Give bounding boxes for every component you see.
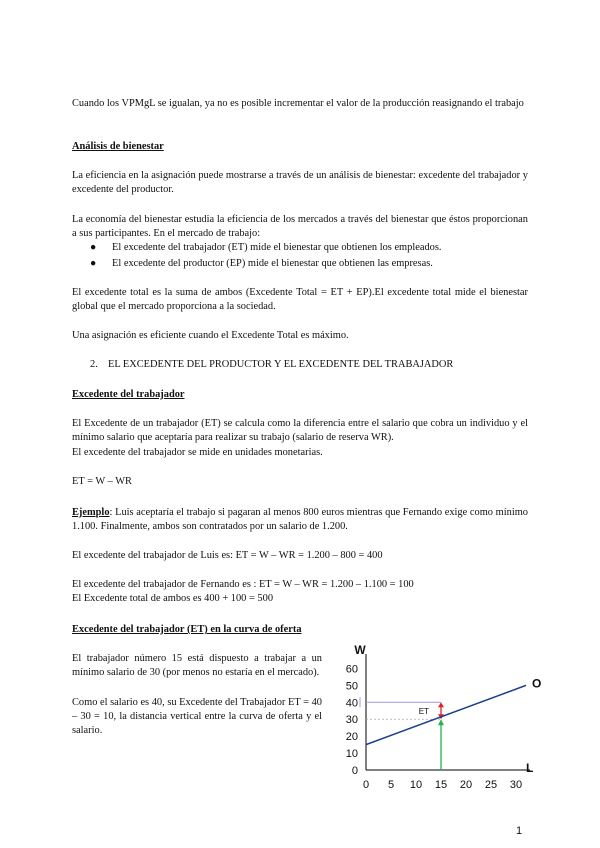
- bullet-dot: ●: [90, 258, 97, 269]
- y-tick-label: 60: [345, 663, 358, 676]
- eficiente-paragraph: Una asignación es eficiente cuando el Excedente Total es máximo.: [72, 330, 349, 341]
- y-tick-label: 30: [345, 714, 358, 727]
- x-tick-label: 0: [362, 779, 370, 791]
- ejemplo-paragraph: [72, 506, 528, 534]
- heading-curva-oferta: Excedente del trabajador (ET) en la curva de oferta: [72, 624, 302, 635]
- y-tick-label: 40: [345, 697, 358, 710]
- intro-paragraph: Cuando los VPMgL se igualan, ya no es posible incrementar el valor de la producción reasignando el trabajo: [72, 98, 524, 109]
- supply-chart: [330, 640, 550, 800]
- section-number: 2.: [90, 359, 98, 370]
- ejemplo-label: Ejemplo: [72, 507, 110, 518]
- supply-curve-label: O: [532, 676, 542, 691]
- et-arrow-head-top: [438, 702, 444, 707]
- x-tick-label: 5: [387, 779, 395, 791]
- y-tick-label: 10: [345, 748, 358, 761]
- et-annotation: ET: [418, 706, 429, 716]
- x-axis-label: L: [526, 761, 534, 775]
- y-tick-label: 0: [351, 765, 358, 777]
- excedente-total-paragraph: El excedente total es la suma de ambos (Excedente Total = ET + EP).El excedente total mide el bienestar global que el mercado proporciona a la sociedad.: [72, 287, 528, 312]
- x-tick-label: 30: [509, 779, 523, 791]
- y-tick-label: 50: [345, 680, 358, 693]
- reserve-arrow-head: [438, 719, 444, 725]
- x-tick-label: 10: [409, 779, 423, 791]
- x-tick-label: 25: [484, 779, 498, 791]
- heading-analisis-bienestar: Análisis de bienestar: [72, 141, 164, 152]
- total-ambos-paragraph: El Excedente total de ambos es 400 + 100 = 500: [72, 593, 274, 604]
- section-title: EL EXCEDENTE DEL PRODUCTOR Y EL EXCEDENTE DEL TRABAJADOR: [108, 359, 454, 370]
- luis-paragraph: El excedente del trabajador de Luis es: ET = W – WR = 1.200 – 800 = 400: [72, 550, 383, 561]
- heading-excedente-trabajador: Excedente del trabajador: [72, 389, 185, 400]
- curva-paragraph-2: Como el salario es 40, su Excedente del Trabajador ET = 40 – 30 = 10, la distancia vertical entre la curva de oferta y el salario.: [72, 697, 322, 736]
- supply-curve: [366, 685, 526, 744]
- bullet-item-et: El excedente del trabajador (ET) mide el bienestar que obtienen los empleados.: [112, 242, 442, 253]
- curva-paragraph-1: El trabajador número 15 está dispuesto a trabajar a un mínimo salario de 30 (por menos no estaría en el mercado).: [72, 653, 322, 678]
- ejemplo-text: : Luis aceptaría el trabajo si pagaran al menos 800 euros mientras que Fernando exige como mínimo 1.100. Finalmente, ambos son contratados por un salario de 1.200.: [72, 507, 528, 532]
- eficiencia-paragraph: La eficiencia en la asignación puede mostrarse a través de un análisis de bienestar: excedente del trabajador y excedente del productor.: [72, 170, 528, 195]
- fernando-paragraph: El excedente del trabajador de Fernando es : ET = W – WR = 1.200 – 1.100 = 100: [72, 579, 414, 590]
- formula-et: ET = W – WR: [72, 476, 132, 487]
- y-tick-label: 20: [345, 731, 358, 744]
- bullet-dot: ●: [90, 242, 97, 253]
- unidades-paragraph: El excedente del trabajador se mide en unidades monetarias.: [72, 447, 323, 458]
- x-tick-label: 20: [459, 779, 473, 791]
- page-number: 1: [516, 825, 523, 837]
- x-tick-label: 15: [434, 779, 448, 791]
- y-axis-label: W: [354, 643, 366, 657]
- economia-paragraph: La economía del bienestar estudia la eficiencia de los mercados a través del bienestar que éstos proporcionan a sus participantes. En el mercado de trabajo:: [72, 214, 528, 239]
- definicion-paragraph: El Excedente de un trabajador (ET) se calcula como la diferencia entre el salario que cobra un individuo y el mínimo salario que aceptaría para realizar su trabajo (salario de reserva WR).: [72, 418, 528, 443]
- bullet-item-ep: El excedente del productor (EP) mide el bienestar que obtienen las empresas.: [112, 258, 433, 269]
